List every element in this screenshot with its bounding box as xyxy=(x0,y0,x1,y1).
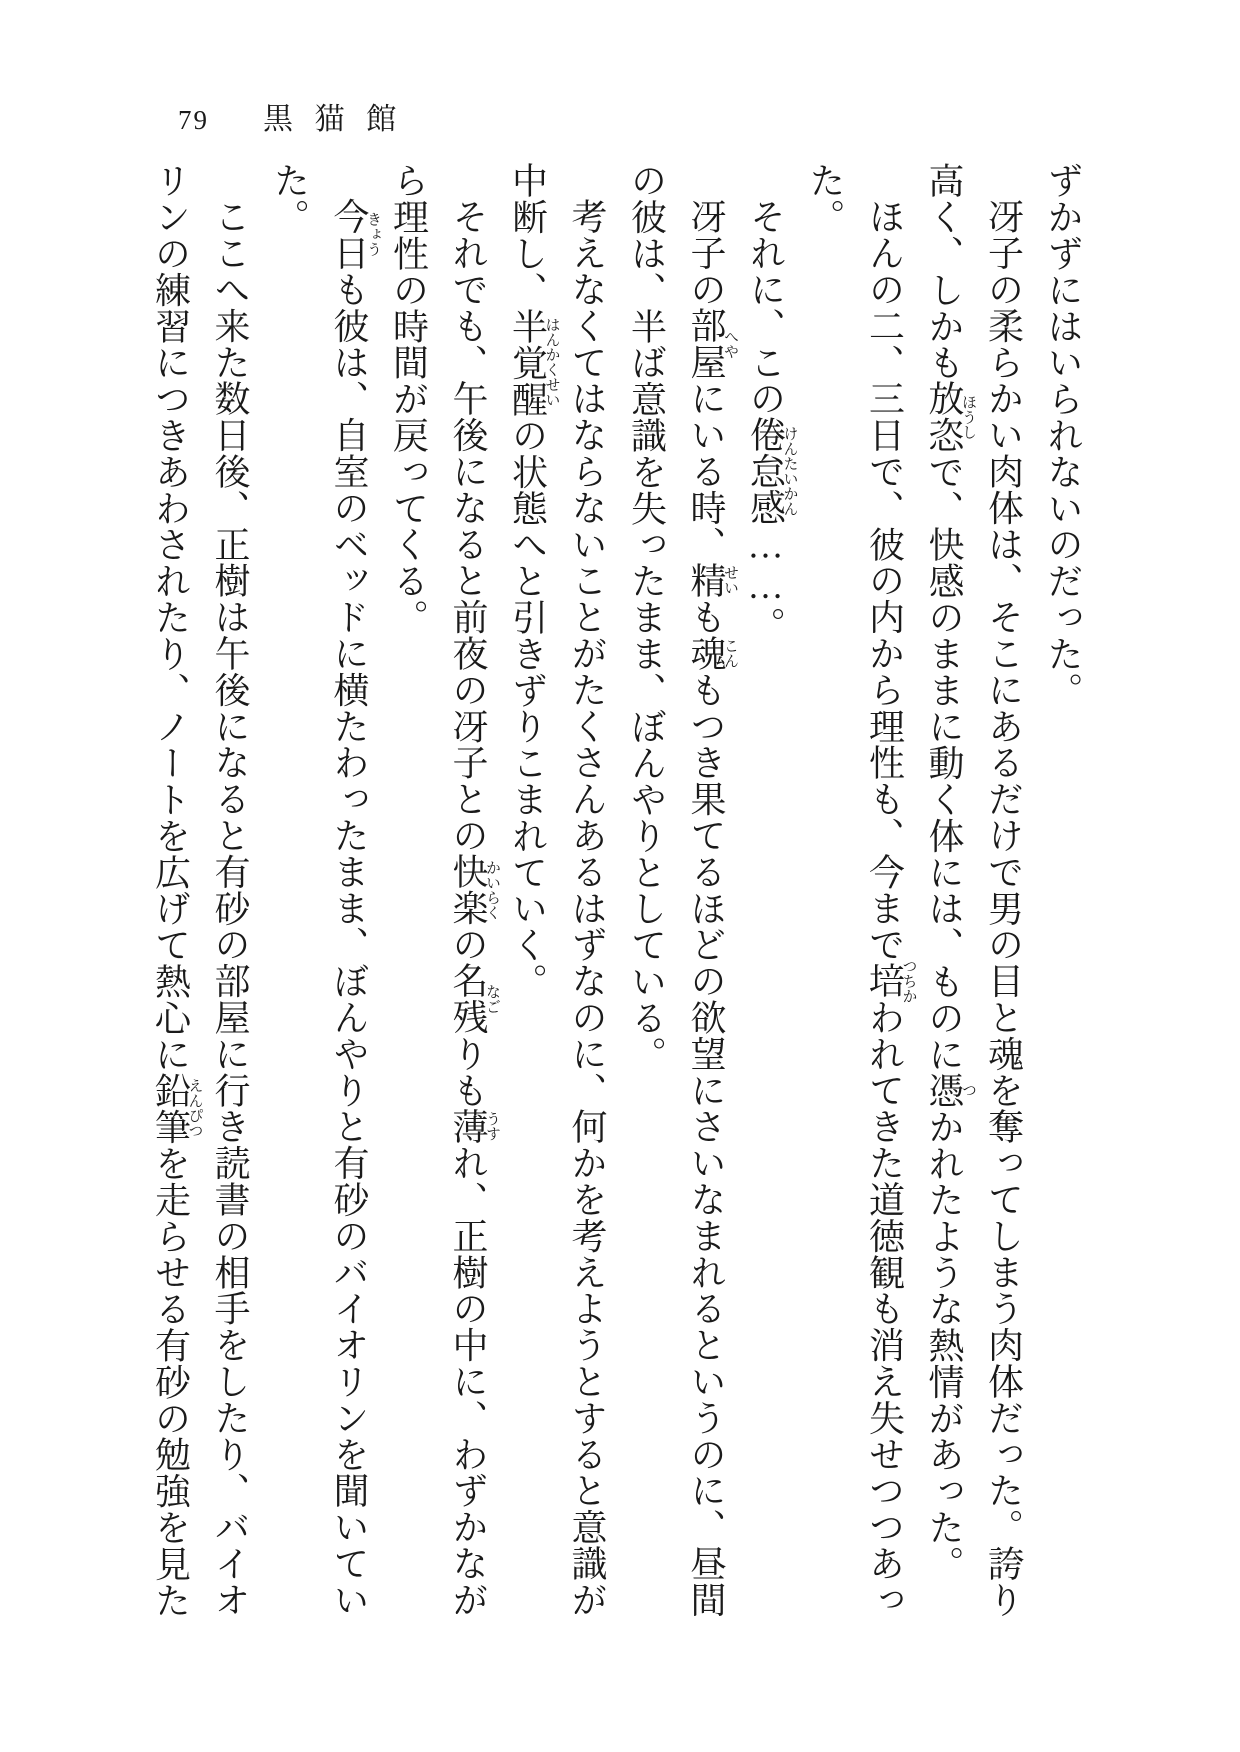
paragraph: ここへ来た数日後、正樹は午後になると有砂の部屋に行き読書の相手をしたり、バイオリンの練習につきあわされたり、ノートを広げて熱心に鉛筆 えんぴつ を走らせる有砂の勉強を見た xyxy=(150,162,250,1619)
ruby-annotated-word: 名残 なご xyxy=(448,962,500,1036)
paragraph: 冴子の柔らかい肉体は、そこにあるだけで男の目と魂を奪ってしまう肉体だった。誇り高く、しかも放恣 ほうし で、快感のままに動く体には、ものに憑 つ かれたような熱情があった。 xyxy=(924,162,1024,1618)
book-title: 黒猫館 xyxy=(263,103,418,136)
furigana: せい xyxy=(722,565,738,596)
paragraph: ほんの二、三日で、彼の内から理性も、今まで培 つちか われてきた道徳観も消え失せつつあった。 xyxy=(805,162,917,1618)
furigana: うす xyxy=(484,1111,500,1142)
ruby-annotated-word: 快楽 かいらく xyxy=(448,853,500,927)
ruby-annotated-word: 放恣 ほうし xyxy=(924,380,976,454)
furigana: えんぴつ xyxy=(186,1078,203,1139)
ruby-annotated-word: 倦怠感 けんたいかん xyxy=(745,416,798,526)
body-text xyxy=(140,162,1092,1618)
ruby-annotated-word: 鉛筆 えんぴつ xyxy=(150,1072,203,1145)
ruby-annotated-word: 半覚醒 はんかくせい xyxy=(507,307,560,417)
furigana: はんかくせい xyxy=(543,317,560,408)
ruby-annotated-word: 精 せい xyxy=(686,562,738,599)
paragraph: 冴子の部屋 へや にいる時、精 せい も魂 こん もつき果てるほどの欲望にさいなまれるというのに、昼間の彼は、半ば意識を失ったまま、ぼんやりとしている。 xyxy=(626,162,738,1618)
furigana: つちか xyxy=(900,958,917,1004)
paragraph: ずかずにはいられないのだった。 xyxy=(1043,162,1083,708)
ruby-annotated-word: 今日 きょう xyxy=(329,198,381,271)
page-number: 79 xyxy=(178,105,209,135)
furigana: こん xyxy=(722,638,738,669)
paragraph: それでも、午後になると前夜の冴子との快楽 かいらく の名残 なご りも薄 うす れ、正樹の中に、わずかながら理性の時間が戻ってくる。 xyxy=(388,162,500,1618)
paragraph: それに、この倦怠感 けんたいかん ……。 xyxy=(745,198,798,643)
ruby-annotated-word: 憑 つ xyxy=(924,1072,976,1109)
furigana: ほうし xyxy=(960,394,976,440)
furigana: へや xyxy=(722,328,738,359)
page-header xyxy=(178,94,418,138)
furigana: つ xyxy=(960,1082,976,1098)
furigana: けんたいかん xyxy=(781,426,798,516)
ruby-annotated-word: 部屋 へや xyxy=(686,307,738,381)
furigana: なご xyxy=(484,983,500,1014)
ruby-annotated-word: 培 つちか xyxy=(864,958,917,1004)
paragraph: 考えなくてはならないことがたくさんあるはずなのに、何かを考えようとすると意識が中断し、半覚醒 はんかくせい の状態へと引きずりこまれていく。 xyxy=(507,162,607,1618)
paragraph: 今日 きょう も彼は、自室のベッドに横たわったまま、ぼんやりと有砂のバイオリンを聞いていた。 xyxy=(269,162,381,1618)
furigana: かいらく xyxy=(484,859,500,920)
ruby-annotated-word: 魂 こん xyxy=(686,634,738,672)
ruby-annotated-word: 薄 うす xyxy=(448,1108,500,1145)
furigana: きょう xyxy=(365,211,381,257)
